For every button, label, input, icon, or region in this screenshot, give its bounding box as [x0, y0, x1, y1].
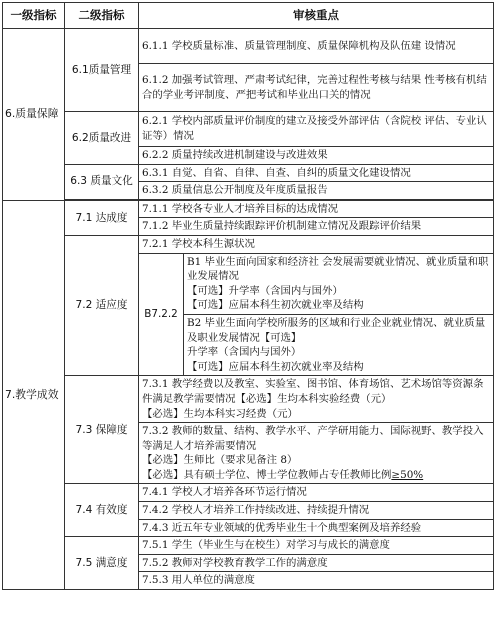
item-b1: [184, 253, 494, 314]
b1-optional-1: 【可选】升学率（含国内与国外）: [187, 284, 343, 297]
b1-optional-2: 【可选】应届本科生初次就业率及结构: [187, 299, 364, 312]
header-focus: 审核重点: [139, 3, 494, 29]
table-row: [3, 164, 494, 182]
level2-effectiveness: 7.4 有效度: [65, 484, 139, 537]
level2-quality-culture: 6.3 质量文化: [65, 164, 139, 199]
table-header-row: [3, 3, 494, 29]
item-7-3-1-text: 7.3.1 教学经费以及教室、实验室、图书馆、体育场馆、艺术场馆等资源条件满足教学需要情况【必选】生均本科实验经费（元）: [142, 378, 484, 405]
item-7-3-2-required-2: [142, 468, 490, 483]
level2-achievement: 7.1 达成度: [65, 200, 139, 235]
item-6-3-2: 6.3.2 质量信息公开制度及年度质量报告: [139, 182, 494, 200]
table-row: [3, 484, 494, 502]
item-7-5-1: 7.5.1 学生（毕业生与在校生）对学习与成长的满意度: [139, 537, 494, 555]
item-7-3-1-required: 【必选】生均本科实习经费（元）: [142, 407, 298, 420]
header-level1: 一级指标: [3, 3, 65, 29]
level2-quality-management: 6.1质量管理: [65, 29, 139, 112]
header-level2: 二级指标: [65, 3, 139, 29]
item-7-5-2: 7.5.2 教师对学校教育教学工作的满意度: [139, 554, 494, 572]
table-row: [3, 200, 494, 218]
item-6-1-2: 6.1.2 加强考试管理、严肃考试纪律，完善过程性考核与结果 性考核有机结合的学业考评制度、严把考试和毕业出口关的情况: [139, 64, 494, 112]
b1-text: B1 毕业生面向国家和经济社 会发展需要就业情况、就业质量和职业发展情况: [187, 255, 489, 283]
table-row: [3, 112, 494, 147]
item-7-1-1: 7.1.1 学校各专业人才培养目标的达成情况: [139, 200, 494, 218]
item-7-3-2-text: 7.3.2 教师的数量、结构、教学水平、产学研用能力、国际视野、教学投入等满足人才培养需要情况: [142, 425, 484, 452]
item-7-4-2: 7.4.2 学校人才培养工作持续改进、持续提升情况: [139, 502, 494, 520]
table-row: [3, 235, 494, 253]
item-6-2-1: 6.2.1 学校内部质量评价制度的建立及接受外部评估（含院校 评估、专业认证等）情况: [139, 112, 494, 147]
level1-quality-assurance: 6.质量保障: [3, 29, 65, 201]
b2-optional-1: 升学率（含国内与国外）: [187, 346, 302, 359]
item-7-4-1: 7.4.1 学校人才培养各环节运行情况: [139, 484, 494, 502]
item-7-3-1: [139, 376, 494, 423]
item-7-2-1: 7.2.1 学校本科生源状况: [139, 235, 494, 253]
item-b2: [184, 314, 494, 375]
item-6-2-2: 6.2.2 质量持续改进机制建设与改进效果: [139, 147, 494, 165]
level2-quality-improvement: 6.2质量改进: [65, 112, 139, 165]
item-7-4-3: 7.4.3 近五年专业领域的优秀毕业生十个典型案例及培养经验: [139, 519, 494, 537]
table-row: [3, 537, 494, 555]
item-7-1-2: 7.1.2 毕业生质量持续跟踪评价机制建立情况及跟踪评价结果: [139, 218, 494, 236]
item-b7-2-2-label: B7.2.2: [139, 253, 184, 376]
table-row: [3, 29, 494, 64]
item-6-3-1: 6.3.1 自觉、自省、自律、自查、自纠的质量文化建设情况: [139, 164, 494, 182]
b2-text: B2 毕业生面向学校所服务的区域和行业企业就业情况、就业质量及职业发展情况【可选】: [187, 316, 486, 344]
item-7-3-2: [139, 423, 494, 484]
level1-teaching-outcomes: 7.教学成效: [3, 200, 65, 589]
audit-table-page: [2, 2, 493, 590]
level2-adaptability: 7.2 适应度: [65, 235, 139, 375]
item-7-5-3: 7.5.3 用人单位的满意度: [139, 572, 494, 590]
audit-criteria-table: [2, 2, 494, 590]
level2-satisfaction: 7.5 满意度: [65, 537, 139, 590]
table-row: [3, 376, 494, 423]
item-7-3-2-threshold: ≥50%: [391, 468, 424, 481]
item-7-3-2-required-2-text: 【必选】具有硕士学位、博士学位教师占专任教师比例: [142, 468, 392, 481]
item-6-1-1: 6.1.1 学校质量标准、质量管理制度、质量保障机构及队伍建 设情况: [139, 29, 494, 64]
item-7-3-2-required-1: 【必选】生师比（要求见备注 8）: [142, 454, 298, 467]
level2-support: 7.3 保障度: [65, 376, 139, 484]
b2-optional-2: 【可选】应届本科生初次就业率及结构: [187, 360, 364, 373]
